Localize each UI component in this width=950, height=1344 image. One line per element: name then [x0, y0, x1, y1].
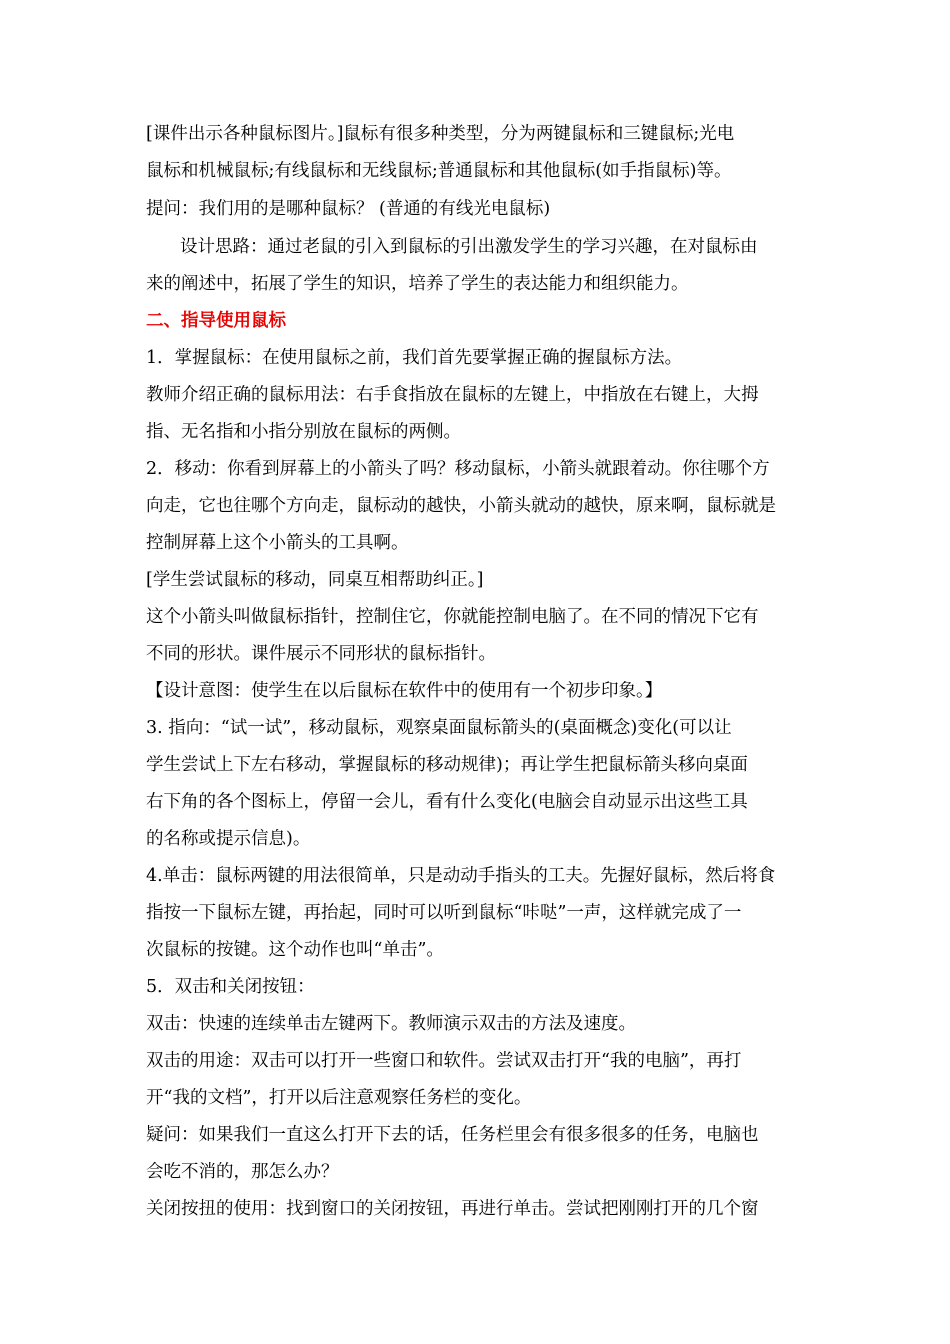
paragraph-line: 次鼠标的按键。这个动作也叫“单击”。 [146, 940, 444, 960]
paragraph-line: 不同的形状。课件展示不同形状的鼠标指针。 [146, 644, 496, 664]
paragraph-line: 教师介绍正确的鼠标用法：右手食指放在鼠标的左键上，中指放在右键上，大拇 [146, 385, 759, 405]
paragraph-line: [课件出示各种鼠标图片。]鼠标有很多种类型，分为两键鼠标和三键鼠标;光电 [146, 124, 735, 144]
paragraph-line: 关闭按扭的使用：找到窗口的关闭按钮，再进行单击。尝试把刚刚打开的几个窗 [146, 1199, 759, 1219]
paragraph-line: 设计思路：通过老鼠的引入到鼠标的引出激发学生的学习兴趣，在对鼠标由 [180, 237, 758, 257]
paragraph-line: 学生尝试上下左右移动，掌握鼠标的移动规律)；再让学生把鼠标箭头移向桌面 [146, 755, 748, 775]
paragraph-line: 右下角的各个图标上，停留一会儿，看有什么变化(电脑会自动显示出这些工具 [146, 792, 748, 812]
paragraph-line: 4.单击：鼠标两键的用法很简单，只是动动手指头的工夫。先握好鼠标，然后将食 [146, 866, 776, 886]
paragraph-line: [学生尝试鼠标的移动，同桌互相帮助纠正。] [146, 570, 484, 590]
paragraph-line: 来的阐述中，拓展了学生的知识，培养了学生的表达能力和组织能力。 [146, 274, 689, 294]
paragraph-line: 1．掌握鼠标：在使用鼠标之前，我们首先要掌握正确的握鼠标方法。 [146, 348, 683, 368]
paragraph-line: 会吃不消的，那怎么办？ [146, 1162, 339, 1182]
paragraph-line: 控制屏幕上这个小箭头的工具啊。 [146, 533, 409, 553]
paragraph-line: 的名称或提示信息)。 [146, 829, 311, 849]
paragraph-line: 指、无名指和小指分别放在鼠标的两侧。 [146, 422, 461, 442]
paragraph-line: 3. 指向：“试一试”，移动鼠标，观察桌面鼠标箭头的(桌面概念)变化(可以让 [146, 718, 732, 738]
paragraph-line: 这个小箭头叫做鼠标指针，控制住它，你就能控制电脑了。在不同的情况下它有 [146, 607, 759, 627]
paragraph-line: 指按一下鼠标左键，再抬起，同时可以听到鼠标“咔哒”一声，这样就完成了一 [146, 903, 742, 923]
design-intent-note: 【设计意图：使学生在以后鼠标在软件中的使用有一个初步印象。】 [146, 681, 663, 701]
paragraph-line: 向走，它也往哪个方向走，鼠标动的越快，小箭头就动的越快，原来啊，鼠标就是 [146, 496, 776, 516]
paragraph-line: 2．移动：你看到屏幕上的小箭头了吗？移动鼠标，小箭头就跟着动。你往哪个方 [146, 459, 770, 479]
paragraph-line: 提问：我们用的是哪种鼠标？ (普通的有线光电鼠标) [146, 199, 551, 219]
paragraph-line: 双击：快速的连续单击左键两下。教师演示双击的方法及速度。 [146, 1014, 636, 1034]
paragraph-line: 开“我的文档”，打开以后注意观察任务栏的变化。 [146, 1088, 532, 1108]
paragraph-line: 鼠标和机械鼠标;有线鼠标和无线鼠标;普通鼠标和其他鼠标(如手指鼠标)等。 [146, 161, 732, 181]
paragraph-line: 5．双击和关闭按钮： [146, 977, 315, 997]
section-heading: 二、指导使用鼠标 [146, 311, 286, 331]
paragraph-line: 疑问：如果我们一直这么打开下去的话，任务栏里会有很多很多的任务，电脑也 [146, 1125, 759, 1145]
paragraph-line: 双击的用途：双击可以打开一些窗口和软件。尝试双击打开“我的电脑”，再打 [146, 1051, 742, 1071]
